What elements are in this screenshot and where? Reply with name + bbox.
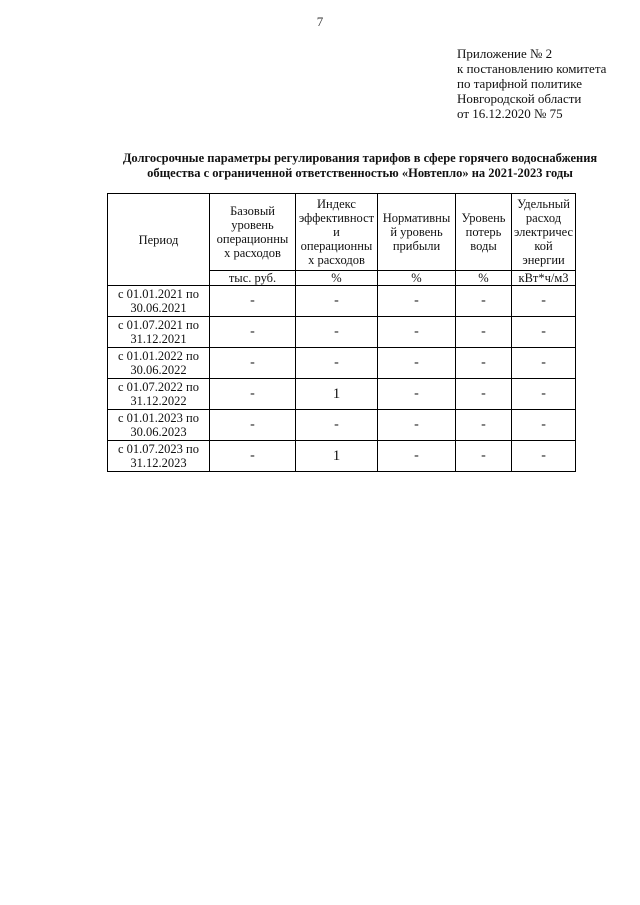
base-level-cell: -	[210, 441, 296, 472]
table-row	[108, 348, 576, 379]
table-header-row	[108, 194, 576, 271]
profit-level-cell: -	[378, 317, 456, 348]
period-cell	[108, 379, 210, 410]
parameters-table	[107, 193, 576, 472]
period-end: 30.06.2022	[130, 363, 187, 377]
period-end: 30.06.2023	[130, 425, 187, 439]
loss-level-cell: -	[456, 317, 512, 348]
period-end: 31.12.2021	[130, 332, 187, 346]
energy-consumption-cell: -	[512, 286, 576, 317]
energy-consumption-cell: -	[512, 317, 576, 348]
period-start: с 01.07.2021 по	[118, 318, 199, 332]
table-row	[108, 317, 576, 348]
unit-loss-level: %	[456, 271, 512, 286]
unit-efficiency-index: %	[296, 271, 378, 286]
loss-level-cell: -	[456, 348, 512, 379]
header-efficiency-index: Индекс эффективност и операционны х расходов	[296, 194, 378, 271]
appendix-line: от 16.12.2020 № 75	[457, 106, 563, 121]
efficiency-index-cell: -	[296, 410, 378, 441]
efficiency-index-cell: -	[296, 286, 378, 317]
table-row	[108, 410, 576, 441]
profit-level-cell: -	[378, 348, 456, 379]
efficiency-index-cell: 1	[296, 379, 378, 410]
energy-consumption-cell: -	[512, 348, 576, 379]
header-loss-level: Уровень потерь воды	[456, 194, 512, 271]
efficiency-index-cell: -	[296, 348, 378, 379]
energy-consumption-cell: -	[512, 441, 576, 472]
appendix-block	[457, 46, 606, 121]
period-cell	[108, 286, 210, 317]
appendix-line: Приложение № 2	[457, 46, 553, 61]
profit-level-cell: -	[378, 379, 456, 410]
period-start: с 01.01.2022 по	[118, 349, 199, 363]
appendix-line: Новгородской области	[457, 91, 582, 106]
period-start: с 01.07.2022 по	[118, 380, 199, 394]
period-start: с 01.01.2023 по	[118, 411, 199, 425]
efficiency-index-cell: 1	[296, 441, 378, 472]
header-period: Период	[108, 194, 210, 286]
page-number: 7	[316, 14, 324, 29]
period-start: с 01.01.2021 по	[118, 287, 199, 301]
loss-level-cell: -	[456, 286, 512, 317]
title-line-2: общества с ограниченной ответственностью «Новтепло» на 2021-2023 годы	[147, 166, 573, 180]
unit-base-level: тыс. руб.	[210, 271, 296, 286]
appendix-line: по тарифной политике	[457, 76, 582, 91]
base-level-cell: -	[210, 317, 296, 348]
loss-level-cell: -	[456, 441, 512, 472]
document-title	[100, 151, 620, 181]
efficiency-index-cell: -	[296, 317, 378, 348]
period-end: 31.12.2022	[130, 394, 187, 408]
energy-consumption-cell: -	[512, 379, 576, 410]
appendix-line: к постановлению комитета	[457, 61, 607, 76]
profit-level-cell: -	[378, 286, 456, 317]
header-base-level: Базовый уровень операционны х расходов	[210, 194, 296, 271]
base-level-cell: -	[210, 379, 296, 410]
header-profit-level: Нормативны й уровень прибыли	[378, 194, 456, 271]
loss-level-cell: -	[456, 410, 512, 441]
table-row	[108, 379, 576, 410]
unit-energy-consumption: кВт*ч/м3	[512, 271, 576, 286]
period-cell	[108, 348, 210, 379]
loss-level-cell: -	[456, 379, 512, 410]
period-end: 30.06.2021	[130, 301, 187, 315]
base-level-cell: -	[210, 286, 296, 317]
base-level-cell: -	[210, 348, 296, 379]
period-cell	[108, 317, 210, 348]
profit-level-cell: -	[378, 441, 456, 472]
title-line-1: Долгосрочные параметры регулирования тарифов в сфере горячего водоснабжения	[122, 151, 598, 165]
profit-level-cell: -	[378, 410, 456, 441]
header-energy-consumption: Удельный расход электричес кой энергии	[512, 194, 576, 271]
table-row	[108, 286, 576, 317]
period-cell	[108, 441, 210, 472]
period-end: 31.12.2023	[130, 456, 187, 470]
table-row	[108, 441, 576, 472]
energy-consumption-cell: -	[512, 410, 576, 441]
period-cell	[108, 410, 210, 441]
base-level-cell: -	[210, 410, 296, 441]
unit-profit-level: %	[378, 271, 456, 286]
period-start: с 01.07.2023 по	[118, 442, 199, 456]
